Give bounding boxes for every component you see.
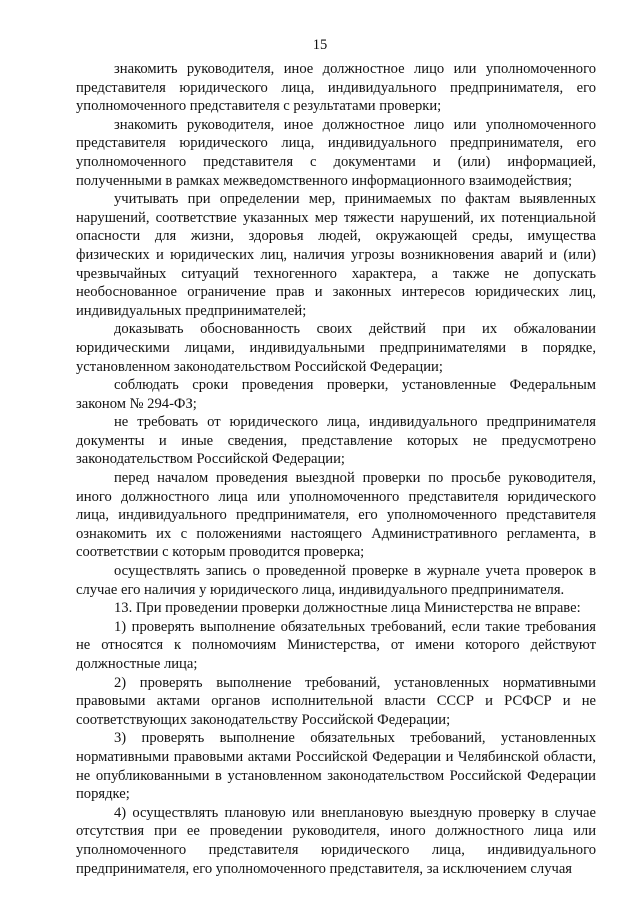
paragraph: знакомить руководителя, иное должностное лицо или уполномоченного представителя юридического лица, индивидуального предпринимателя, его уполномоченного представителя с документами и (или) информацией, полученными в рамках межведомственного информационного взаимодействия; [76,116,596,189]
list-item-paragraph: 1) проверять выполнение обязательных требований, если такие требования не относятся к полномочиям Министерства, от имени которого действуют должностные лица; [76,618,596,672]
paragraph: осуществлять запись о проведенной проверке в журнале учета проверок в случае его наличия у юридического лица, индивидуального предпринимателя. [76,563,596,598]
paragraph: знакомить руководителя, иное должностное лицо или уполномоченного представителя юридического лица, индивидуального предпринимателя, его уполномоченного представителя с результатами проверки; [76,61,596,115]
page-number: 15 [312,37,328,53]
paragraph: не требовать от юридического лица, индивидуального предпринимателя документы и иные сведения, представление которых не предусмотрено законодательством Российской Федерации; [76,414,596,468]
list-item-paragraph: 2) проверять выполнение требований, установленных нормативными правовыми актами органов исполнительной власти СССР и РСФСР и не соответствующих законодательству Российской Федерации; [76,674,596,728]
list-item-paragraph: 4) осуществлять плановую или внеплановую выездную проверку в случае отсутствия при ее проведении руководителя, иного должностного лица или уполномоченного представителя юридического лица, индивидуального предпринимателя, его уполномоченного представителя, за исключением случая [76,804,596,877]
list-item-paragraph: 3) проверять выполнение обязательных требований, установленных нормативными правовыми актами Российской Федерации и Челябинской области, не опубликованными в установленном законодательством Российской Федерации порядке; [76,730,596,803]
paragraph: учитывать при определении мер, принимаемых по фактам выявленных нарушений, соответствие указанных мер тяжести нарушений, их потенциальной опасности для жизни, здоровья людей, окружающей среды, имущества физических и юридических лиц, наличия угрозы возникновения аварий и (или) чрезвычайных ситуаций техногенного характера, а также не допускать необоснованное ограничение прав и законных интересов юридических лиц, индивидуальных предпринимателей; [76,191,596,319]
section-heading-paragraph: 13. При проведении проверки должностные лица Министерства не вправе: [114,600,581,617]
document-body [76,60,596,878]
paragraph: перед началом проведения выездной проверки по просьбе руководителя, иного должностного лица или уполномоченного представителя юридического лица, индивидуального предпринимателя, его уполномоченного представителя ознакомить их с положениями настоящего Административного регламента, в соответствии с которым проводится проверка; [76,470,596,561]
paragraph: соблюдать сроки проведения проверки, установленные Федеральным законом № 294-ФЗ; [76,377,596,412]
paragraph: доказывать обоснованность своих действий при их обжаловании юридическими лицами, индивидуальными предпринимателями в порядке, установленном законодательством Российской Федерации; [76,321,596,375]
